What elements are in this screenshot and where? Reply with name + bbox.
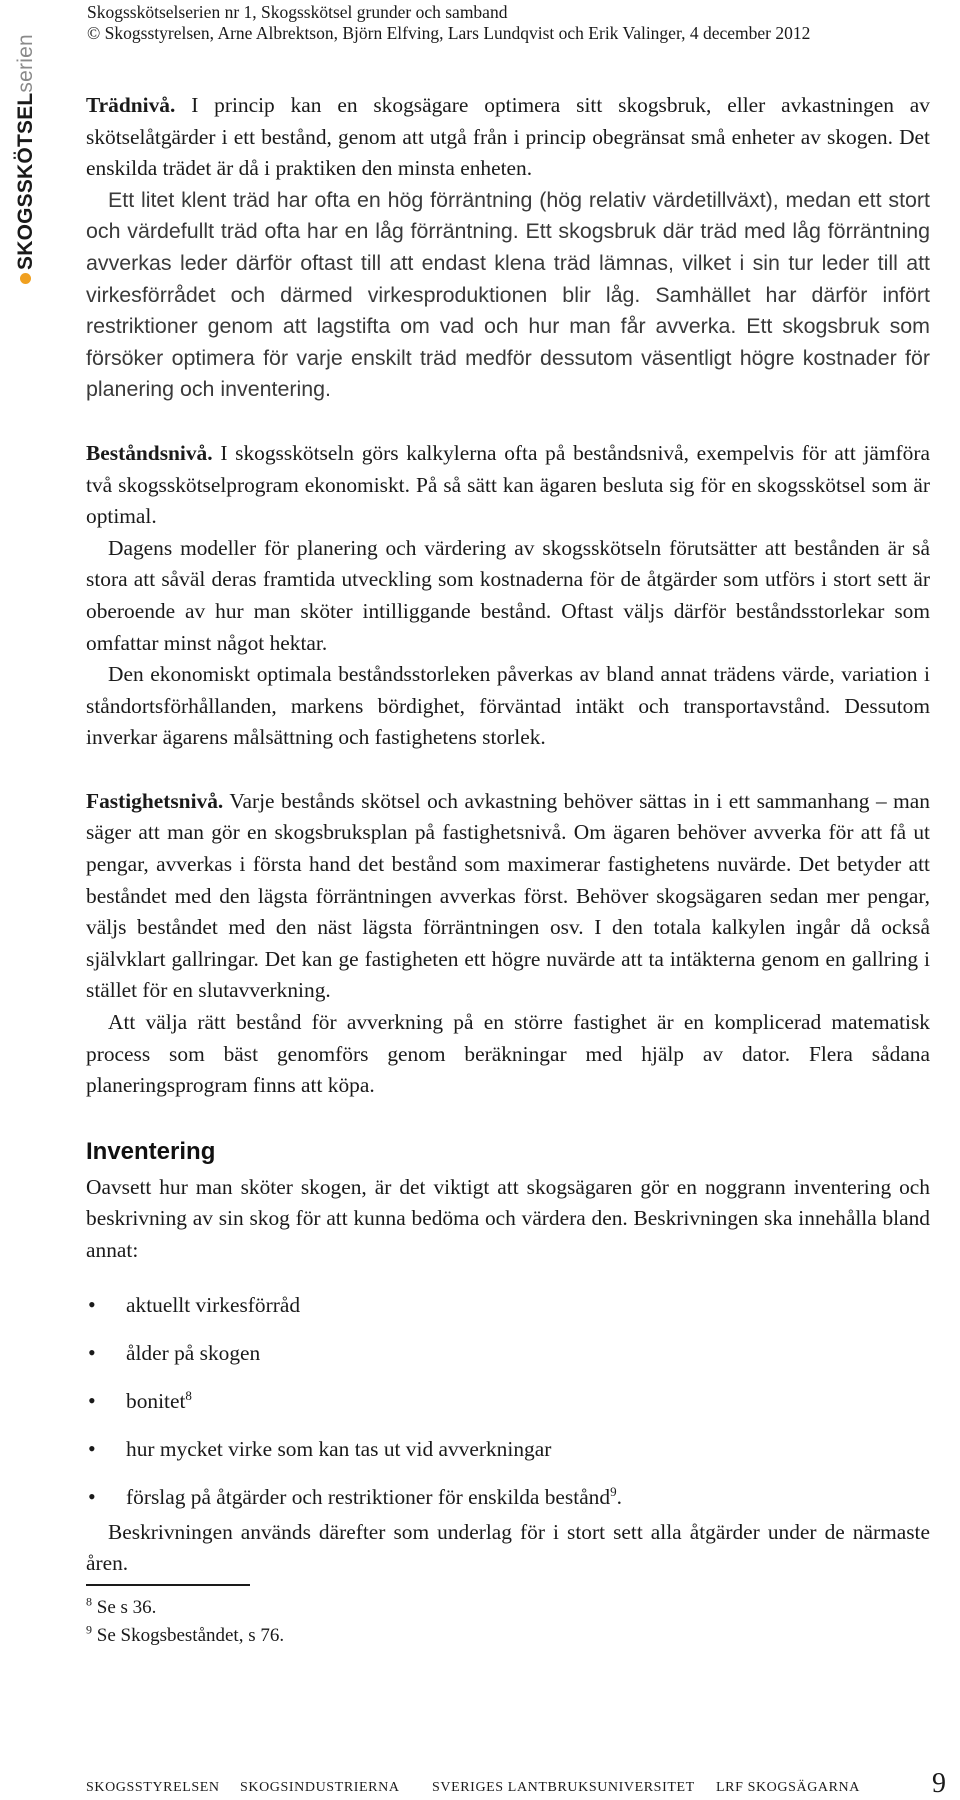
tradniva-text-2: Ett litet klent träd har ofta en hög förräntning (hög relativ värdetillväxt), medan ett stort och värdefullt träd ofta har en låg förräntning. Ett skogsbruk där träd med låg förräntning avverkas leder därför oftast till att endast klena träd lämnas, vilket i sin tur leder till att virkesförrådet och därmed virkesproduktionen blir låg. Samhället har därför infört restriktioner genom att lagstifta om vad och hur man får avverka. Ett skogsbruk som försöker optimera för varje enskilt träd medför dessutom väsentligt högre kostnader för planering och inventering.	[86, 187, 930, 402]
logo-dot-icon	[20, 273, 31, 284]
list-item	[86, 1429, 930, 1477]
tradniva-paragraph	[86, 90, 930, 185]
list-item-tail: .	[616, 1484, 622, 1509]
bestandsniva-text-3: Den ekonomiskt optimala beståndsstorleken påverkas av bland annat trädens värde, variation i ståndortsförhållanden, markens bördighet, förväntad intäkt och transportavstånd. Dessutom inverkar ägarens målsättning och fastighetens storlek.	[86, 662, 930, 750]
list-item-text: bonitet	[126, 1388, 186, 1413]
footnote	[86, 1622, 930, 1650]
list-item-text: ålder på skogen	[126, 1340, 261, 1365]
fastighetsniva-text-1: Varje bestånds skötsel och avkastning behöver sättas in i ett sammanhang – man säger att man gör en skogsbruksplan på fastighetsnivå. Om ägaren behöver avverka för att få ut pengar, avverkas i första hand det bestånd som maximerar fastighetens nuvärde. Det betyder att beståndet med den lägsta förräntningen avverkas först. Behöver skogsägaren sedan mer pengar, väljs beståndet med den näst lägsta förräntningen osv. I den totala kalkylen ingår då också självklart gallringar. Det kan ge fastigheten ett högre nuvärde att ta intäkterna genom en gallring i stället för en slutavverkning.	[86, 788, 930, 1003]
bestandsniva-lead: Beståndsnivå.	[86, 440, 213, 465]
inventering-list	[86, 1285, 930, 1525]
series-logo	[0, 34, 37, 284]
list-item	[86, 1381, 930, 1429]
fastighetsniva-lead: Fastighetsnivå.	[86, 788, 224, 813]
page-body	[86, 90, 930, 1650]
bestandsniva-text-1: I skogsskötseln görs kalkylerna ofta på beståndsnivå, exempelvis för att jämföra två skogsskötselprogram ekonomiskt. På så sätt kan ägaren besluta sig för en skogsskötsel som är optimal.	[86, 440, 930, 529]
fastighetsniva-text-2: Att välja rätt bestånd för avverkning på en större fastighet är en komplicerad matematisk process som bäst genomförs genom beräkningar med hjälp av dator. Flera sådana planeringsprogram finns att köpa.	[86, 1010, 930, 1098]
section-heading-inventering: Inventering	[86, 1137, 216, 1165]
page-footer	[86, 1770, 946, 1798]
logo-sub-text: serien	[14, 34, 37, 93]
bestandsniva-paragraph	[86, 438, 930, 533]
list-item	[86, 1285, 930, 1333]
bestandsniva-text-2: Dagens modeller för planering och värdering av skogsskötseln förutsätter att bestånden är så stora att såväl deras framtida utveckling som kostnaderna för de åtgärder som utförs i stort sett är oberoende av hur man sköter intilliggande bestånd. Oftast väljs därför beståndsstorlekar som omfattar minst något hektar.	[86, 535, 930, 655]
footnote-text: Se s 36.	[92, 1596, 157, 1618]
inventering-intro: Oavsett hur man sköter skogen, är det viktigt att skogsägaren gör en noggrann inventering och beskrivning av sin skog för att kunna bedöma och värdera den. Beskrivningen ska innehålla bland annat:	[86, 1174, 930, 1262]
tradniva-text-1: I princip kan en skogsägare optimera sitt skogsbruk, eller avkastningen av skötselåtgärder i ett bestånd, genom att utgå från i princip obegränsat små enheter av skogen. Det enskilda trädet är då i praktiken den minsta enheten.	[86, 93, 930, 181]
inventering-closing: Beskrivningen används därefter som underlag för i stort sett alla åtgärder under de närmaste åren.	[86, 1519, 930, 1576]
footnote-ref: 8	[185, 1387, 192, 1403]
footer-org-lrf: LRF SKOGSÄGARNA	[716, 1780, 860, 1795]
footnotes	[86, 1594, 930, 1650]
series-logo-text	[14, 34, 38, 284]
list-item	[86, 1333, 930, 1381]
logo-main-text: SKOGSSKÖTSEL	[14, 92, 37, 270]
list-item-text: förslag på åtgärder och restriktioner för enskilda bestånd	[126, 1484, 611, 1509]
footnote-divider	[86, 1584, 250, 1586]
footer-org-skogsindustrierna: SKOGSINDUSTRIERNA	[240, 1780, 400, 1795]
footnote-number: 8	[86, 1594, 92, 1609]
footnote-number: 9	[86, 1622, 92, 1637]
header-series-title: Skogsskötselserien nr 1, Skogsskötsel grunder och samband	[87, 2, 508, 22]
footnote-text: Se Skogsbeståndet, s 76.	[92, 1624, 285, 1646]
footnote	[86, 1594, 930, 1622]
header-copyright: © Skogsstyrelsen, Arne Albrektson, Björn Elfving, Lars Lundqvist och Erik Valinger, 4 december 2012	[87, 23, 811, 43]
tradniva-lead: Trädnivå.	[86, 93, 176, 117]
fastighetsniva-paragraph	[86, 786, 930, 1007]
page-number: 9	[932, 1768, 946, 1799]
footer-org-slu: SVERIGES LANTBRUKSUNIVERSITET	[432, 1780, 695, 1795]
list-item-text: aktuellt virkesförråd	[126, 1292, 301, 1317]
footnote-ref: 9	[610, 1483, 617, 1499]
list-item-text: hur mycket virke som kan tas ut vid avverkningar	[126, 1436, 552, 1461]
list-item	[86, 1477, 930, 1525]
footer-org-skogsstyrelsen: SKOGSSTYRELSEN	[86, 1780, 220, 1795]
running-header	[87, 2, 947, 44]
